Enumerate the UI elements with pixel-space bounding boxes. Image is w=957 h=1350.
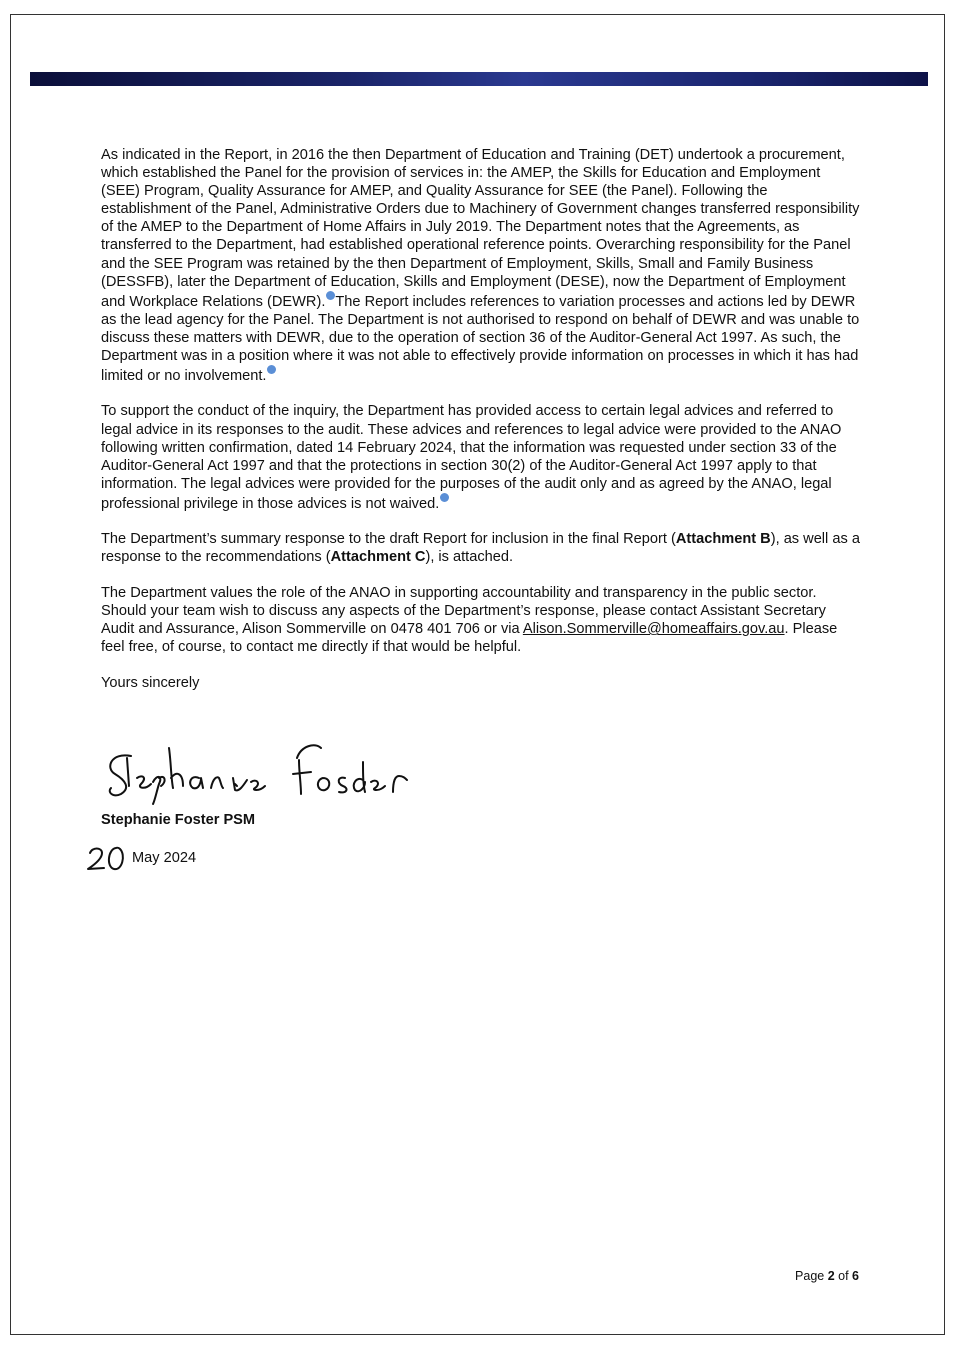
paragraph-attachments	[101, 530, 861, 566]
paragraph-legal-advice	[101, 402, 861, 512]
paragraph-text: The Department values the role of the ANAO in supporting accountability and transparency in the public sector. Should your team wish to discuss any aspects of the Department’s response, please contact Assistant Secretary Audit and Assurance, Alison Sommerville on 0478 401 706 or via	[101, 585, 826, 638]
closing-salutation: Yours sincerely	[101, 674, 200, 691]
paragraph-text: The Department’s summary response to the draft Report for inclusion in the final Report (	[101, 531, 676, 548]
paragraph-text: . Please feel free, of course, to contact me directly if that would be helpful.	[101, 621, 838, 656]
handwritten-signature	[101, 738, 421, 808]
paragraph-text: As indicated in the Report, in 2016 the then Department of Education and Training (DET) undertook a procurement, which established the Panel for the provision of services in: the AMEP, the Skills for Education and Employment (SEE) Program, Quality Assurance for AMEP, and Quality Assurance for SEE (the Panel). Following the establishment of the Panel, Administrative Orders due to Machinery of Government changes transferred responsibility of the AMEP to the Department of Home Affairs in July 2019. The Department notes that the Agreements, as transferred to the Department, had established operational reference points. Overarching responsibility for the Panel and the SEE Program was retained by the then Department of Employment, Skills, Small and Family Business (DESSFB), later the Department of Education, Skills and Employment (DESE), now the Department of Employment and Workplace Relations (DEWR).	[101, 147, 860, 310]
paragraph-text: To support the conduct of the inquiry, the Department has provided access to certain legal advices and referred to legal advice in its responses to the audit. These advices and references to legal advice were provided to the ANAO following written confirmation, dated 14 February 2024, that the information was requested under section 33 of the Auditor-General Act 1997 and that the protections in section 30(2) of the Auditor-General Act 1997 apply to that information. The legal advices were provided for the purposes of the audit only and as agreed by the ANAO, legal professional privilege in those advices is not waived.	[101, 403, 842, 512]
page-current: 2	[827, 1269, 835, 1283]
page-total: 6	[852, 1269, 859, 1283]
attachment-b-reference: Attachment B	[675, 531, 771, 548]
paragraph-text: ), as well as a response to the recommendations (	[101, 531, 860, 566]
contact-email-link[interactable]: Alison.Sommerville@homeaffairs.gov.au	[522, 621, 785, 638]
footnote-marker-icon[interactable]	[440, 493, 449, 502]
attachment-c-reference: Attachment C	[330, 549, 426, 566]
footnote-marker-icon[interactable]	[267, 365, 276, 374]
letterhead-bar	[30, 72, 928, 86]
handwritten-day	[86, 843, 128, 873]
paragraph-panel-background	[101, 146, 861, 385]
signatory-name: Stephanie Foster PSM	[101, 812, 256, 828]
paragraph-text: The Report includes references to variation processes and actions led by DEWR as the lead agency for the Panel. The Department is not authorised to respond on behalf of DEWR and was unable to discuss these matters with DEWR, due to the operation of section 36 of the Auditor-General Act 1997. As such, the Department was in a position where it was not able to effectively provide information on processes in which it has had limited or no involvement.	[101, 293, 860, 384]
page-of-label: of	[834, 1269, 853, 1283]
paragraph-text: ), is attached.	[425, 549, 514, 566]
page-label: Page	[795, 1269, 828, 1283]
date-month-year: May 2024	[132, 849, 197, 866]
signature-date	[86, 843, 196, 873]
paragraph-contact	[101, 584, 861, 656]
letter-body	[101, 146, 861, 710]
page-number	[795, 1269, 859, 1283]
